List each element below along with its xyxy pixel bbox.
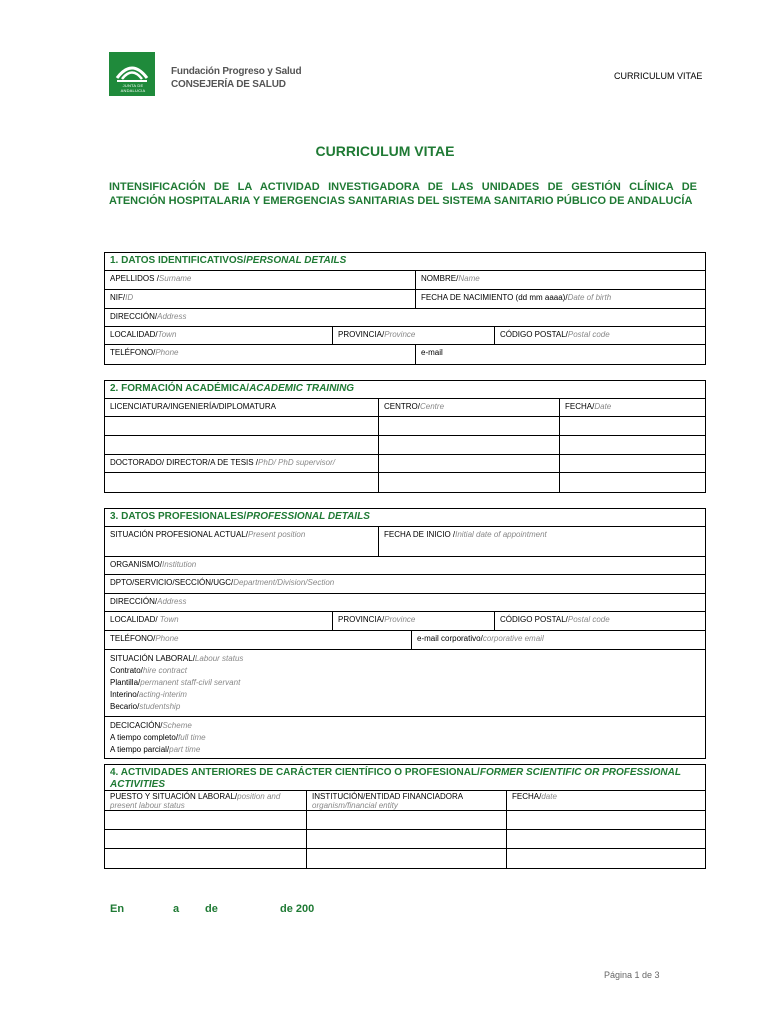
date-input[interactable] <box>506 830 705 848</box>
page-number: Página 1 de 3 <box>604 970 660 980</box>
table-row <box>105 849 705 868</box>
year-label: de 200 <box>280 903 315 915</box>
position-label: PUESTO Y SITUACIÓN LABORAL/position and present labour status <box>110 792 281 810</box>
section-title: 1. DATOS IDENTIFICATIVOS/PERSONAL DETAILS <box>105 253 705 271</box>
page-subtitle: INTENSIFICACIÓN DE LA ACTIVIDAD INVESTIGADORA DE LAS UNIDADES DE GESTIÓN CLÍNICA DE ATENCIÓN HOSPITALARIA Y EMERGENCIAS SANITARIAS DEL SISTEMA SANITARIO PÚBLICO DE ANDALUCÍA <box>109 181 697 207</box>
phone-field[interactable]: TELÉFONO/Phone <box>110 348 179 357</box>
corporate-email-field[interactable]: e-mail corporativo/corporative email <box>411 631 705 649</box>
row-degree-header <box>105 399 705 417</box>
day-label: a <box>173 903 180 915</box>
place-label: En <box>110 903 125 915</box>
row-town <box>105 327 705 345</box>
centre-input[interactable] <box>378 417 559 435</box>
position-input[interactable] <box>105 811 306 829</box>
position-field[interactable]: SITUACIÓN PROFESIONAL ACTUAL/Present position <box>110 530 306 539</box>
option-interim[interactable]: Interino/acting-interim <box>110 690 187 699</box>
position-input[interactable] <box>105 849 306 868</box>
row-address <box>105 594 705 612</box>
email-field[interactable]: e-mail <box>415 345 705 364</box>
row-phd-header <box>105 455 705 473</box>
start-date-field[interactable]: FECHA DE INICIO /Initial date of appointment <box>378 527 705 556</box>
town-field[interactable]: LOCALIDAD/Town <box>110 330 177 339</box>
section-title: 4. ACTIVIDADES ANTERIORES DE CARÁCTER CIENTÍFICO O PROFESIONAL/FORMER SCIENTIFIC OR PROFESSIONAL ACTIVITIES <box>105 765 705 791</box>
position-input[interactable] <box>105 830 306 848</box>
row-department <box>105 575 705 594</box>
org-department: CONSEJERÍA DE SALUD <box>171 79 286 90</box>
header-label: CURRICULUM VITAE <box>614 71 703 81</box>
org-name: Fundación Progreso y Salud <box>171 66 302 77</box>
table-row <box>105 473 705 492</box>
institution-input[interactable] <box>306 830 506 848</box>
option-permanent-staff[interactable]: Plantilla/permanent staff-civil servant <box>110 678 241 687</box>
table-row <box>105 811 705 830</box>
degree-input[interactable] <box>105 436 378 454</box>
option-part-time[interactable]: A tiempo parcial/part time <box>110 745 201 754</box>
id-field[interactable]: NIF/ID <box>110 293 134 302</box>
date-label: FECHA/Date <box>559 399 705 416</box>
institution-label: INSTITUCIÓN/ENTIDAD FINANCIADORA organism/financial entity <box>306 791 506 810</box>
phd-input[interactable] <box>105 473 378 492</box>
table-row <box>105 830 705 849</box>
date-input[interactable] <box>559 417 705 435</box>
section-professional-details <box>104 508 706 759</box>
scheme-label: DECICACIÓN/Scheme <box>110 721 192 730</box>
name-field[interactable]: NOMBRE/Name <box>415 271 705 289</box>
section-former-activities <box>104 764 706 869</box>
address-field[interactable]: DIRECCIÓN/Address <box>110 312 187 321</box>
row-id-birth <box>105 290 705 309</box>
option-studentship[interactable]: Becario/studentship <box>110 702 181 711</box>
table-row <box>105 436 705 455</box>
section-personal-details <box>104 252 706 365</box>
row-institution <box>105 557 705 575</box>
page-title: CURRICULUM VITAE <box>315 143 455 159</box>
row-phone <box>105 631 705 650</box>
phd-date-input[interactable] <box>559 473 705 492</box>
option-full-time[interactable]: A tiempo completo/full time <box>110 733 206 742</box>
section-title: 3. DATOS PROFESIONALES/PROFESSIONAL DETAILS <box>105 509 705 527</box>
row-position <box>105 527 705 557</box>
row-address <box>105 309 705 327</box>
section-academic-training <box>104 380 706 493</box>
department-field[interactable]: DPTO/SERVICIO/SECCIÓN/UGC/Department/Division/Section <box>110 578 335 587</box>
logo-text: JUNTA DE ANDALUCIA <box>120 83 146 93</box>
date-input[interactable] <box>559 436 705 454</box>
option-contract[interactable]: Contrato/hire contract <box>110 666 187 675</box>
work-postal-code-field[interactable]: CÓDIGO POSTAL/Postal code <box>494 612 705 630</box>
surname-field[interactable]: APELLIDOS /Surname <box>110 274 192 283</box>
labour-status-label: SITUACIÓN LABORAL/Labour status <box>110 654 244 663</box>
scheme-block <box>105 717 705 758</box>
province-field[interactable]: PROVINCIA/Province <box>332 327 494 344</box>
date-input[interactable] <box>506 849 705 868</box>
row-town <box>105 612 705 631</box>
work-province-field[interactable]: PROVINCIA/Province <box>332 612 494 630</box>
row-activities-header <box>105 791 705 811</box>
section-title: 2. FORMACIÓN ACADÉMICA/ACADEMIC TRAINING <box>105 381 705 399</box>
date-input[interactable] <box>506 811 705 829</box>
postal-code-field[interactable]: CÓDIGO POSTAL/Postal code <box>494 327 705 344</box>
phd-label: DOCTORADO/ DIRECTOR/A DE TESIS /PhD/ PhD supervisor/ <box>110 458 335 467</box>
row-phone <box>105 345 705 364</box>
work-town-field[interactable]: LOCALIDAD/ Town <box>110 615 179 624</box>
month-label: de <box>205 903 218 915</box>
institution-input[interactable] <box>306 849 506 868</box>
birthdate-field[interactable]: FECHA DE NACIMIENTO (dd mm aaaa)/Date of birth <box>415 290 705 308</box>
degree-input[interactable] <box>105 417 378 435</box>
centre-label: CENTRO/Centre <box>378 399 559 416</box>
phd-centre[interactable] <box>378 455 559 472</box>
work-phone-field[interactable]: TELÉFONO/Phone <box>110 634 179 643</box>
phd-centre-input[interactable] <box>378 473 559 492</box>
institution-input[interactable] <box>306 811 506 829</box>
institution-field[interactable]: ORGANISMO/Institution <box>110 560 197 569</box>
labour-status-block <box>105 650 705 717</box>
work-address-field[interactable]: DIRECCIÓN/Address <box>110 597 187 606</box>
date-label: FECHA/date <box>506 791 705 810</box>
degree-label: LICENCIATURA/INGENIERÍA/DIPLOMATURA <box>110 402 276 411</box>
row-surname-name <box>105 271 705 290</box>
phd-date[interactable] <box>559 455 705 472</box>
table-row <box>105 417 705 436</box>
centre-input[interactable] <box>378 436 559 454</box>
